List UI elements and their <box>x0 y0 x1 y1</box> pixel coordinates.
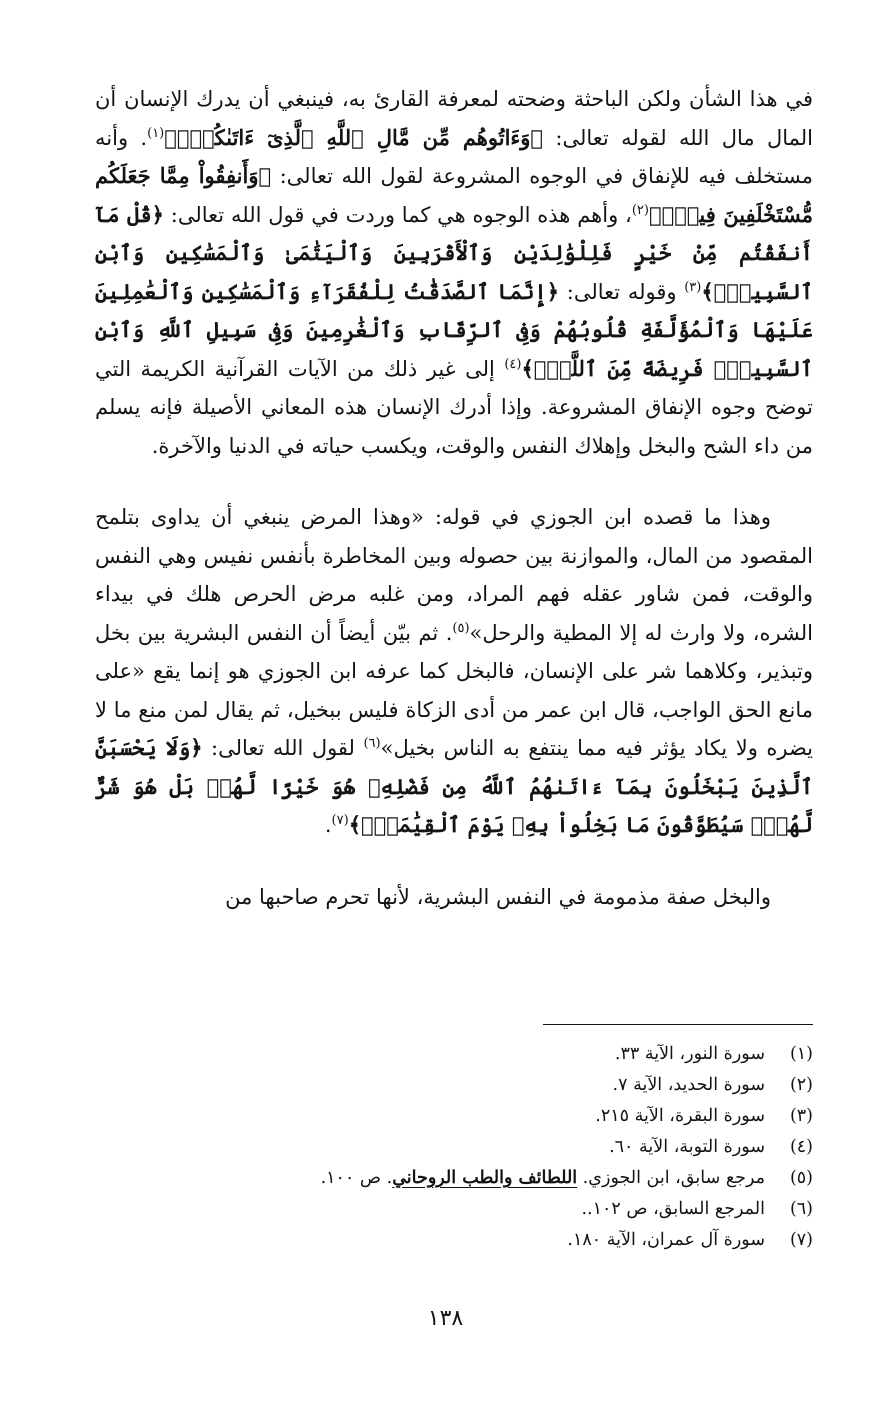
footnote-number: (٤) <box>789 1137 813 1157</box>
paragraph-text: وقوله تعالى: <box>559 279 685 304</box>
footnote-ref[interactable]: (١) <box>147 125 165 141</box>
footnote-text-pre: مرجع سابق، ابن الجوزي. <box>577 1168 765 1188</box>
footnote-text: سورة آل عمران، الآية ١٨٠. <box>567 1230 765 1250</box>
paragraph-1 <box>95 80 813 465</box>
footnote-number: (٦) <box>789 1199 813 1219</box>
paragraph-text: وهذا ما قصده ابن الجوزي في قوله: «وهذا المرض ينبغي أن يداوى بتلمح المقصود من المال، والموازنة بين حصوله وبين المخاطرة بأنفس نفيس وهي النفس والوقت، فمن شاور عقله فهم المراد، ومن غلبه مرض الحرص هلك في بيداء الشره، ولا وارث له إلا المطية والرحل» <box>95 505 814 645</box>
footnote-text <box>321 1163 765 1194</box>
paragraph-text: ، وأهم هذه الوجوه هي كما وردت في قول الله تعالى: <box>163 202 632 227</box>
footnote-text: سورة التوبة، الآية ٦٠. <box>609 1137 765 1157</box>
paragraph-3 <box>95 878 813 917</box>
quran-verse: ﴿وَأَنفِقُواْ مِمَّا جَعَلَكُم مُّسْتَخْلَفِينَ فِيهِۖ﴾ <box>95 163 813 227</box>
footnote-ref[interactable]: (٧) <box>331 813 349 828</box>
paragraph-2 <box>95 498 813 845</box>
page-number: ١٣٨ <box>427 1306 464 1331</box>
footnote-number: (٢) <box>789 1075 813 1095</box>
quran-verse: ﴿وَءَاتُوهُم مِّن مَّالِ ٱللَّهِ ٱلَّذِىٓ ءَاتَىٰكُمْۚ﴾ <box>164 124 544 150</box>
footnote-ref[interactable]: (٥) <box>452 620 470 636</box>
footnote-item <box>95 1194 813 1225</box>
footnote-text: المرجع السابق، ص ١٠٢.. <box>581 1199 765 1219</box>
footnote-ref[interactable]: (٦) <box>363 736 381 751</box>
footnote-ref[interactable]: (٣) <box>684 279 702 295</box>
footnote-ref[interactable]: (٢) <box>631 202 649 218</box>
paragraph-text: . وأنه مستخلف فيه للإنفاق في الوجوه المشروعة لقول الله تعالى: <box>95 125 813 188</box>
footnote-text: سورة الحديد، الآية ٧. <box>612 1075 765 1095</box>
footnote-item <box>95 1132 813 1163</box>
quran-verse: ﴿إِنَّمَا ٱلصَّدَقَٰتُ لِلْفُقَرَآءِ وَٱلْمَسَٰكِينِ وَٱلْعَٰمِلِينَ عَلَيْهَا وَٱلْمُؤَلَّفَةِ قُلُوبُهُمْ وَفِى ٱلرِّقَابِ وَٱلْغَٰرِمِينَ وَفِى سَبِيلِ ٱللَّهِ وَٱبْنِ ٱلسَّبِيلِۖ فَرِيضَةً مِّنَ ٱللَّهِۗ﴾ <box>95 278 813 381</box>
paragraph-gap <box>95 465 813 498</box>
footnote-item <box>95 1163 813 1194</box>
footnote-item <box>95 1101 813 1132</box>
footnote-number: (٥) <box>789 1168 813 1188</box>
footnote-text-post: . ص ١٠٠. <box>320 1168 393 1188</box>
footnote-text: سورة النور، الآية ٣٣. <box>614 1044 765 1064</box>
page-body <box>95 80 813 916</box>
footnote-item <box>95 1070 813 1101</box>
footnote-separator <box>543 1024 813 1025</box>
footnote-number: (٣) <box>789 1106 813 1126</box>
book-title: اللطائف والطب الروحاني <box>392 1168 578 1188</box>
quran-verse: ﴿وَلَا يَحْسَبَنَّ ٱلَّذِينَ يَبْخَلُونَ بِمَآ ءَاتَىٰهُمُ ٱللَّهُ مِن فَضْلِهِۦ هُوَ خَيْرًا لَّهُمۖ بَلْ هُوَ شَرٌّ لَّهُمْۖ سَيُطَوَّقُونَ مَا بَخِلُواْ بِهِۦ يَوْمَ ٱلْقِيَٰمَةِۗ﴾ <box>95 735 813 837</box>
paragraph-gap <box>95 845 813 878</box>
footnote-list <box>95 1039 813 1256</box>
paragraph-text: إلى غير ذلك من الآيات القرآنية الكريمة التي توضح وجوه الإنفاق المشروعة. وإذا أدرك الإنسان هذه المعاني الأصيلة فإنه يسلم من داء الشح والبخل وإهلاك النفس والوقت، ويكسب حياته في الدنيا والآخرة. <box>95 356 813 458</box>
footnote-item <box>95 1039 813 1070</box>
quran-verse: ﴿قُلْ مَآ أَنفَقْتُم مِّنْ خَيْرٍ فَلِلْوَٰلِدَيْنِ وَٱلْأَقْرَبِينَ وَٱلْيَتَٰمَىٰ وَٱلْمَسَٰكِينِ وَٱبْنِ ٱلسَّبِيلِۗ﴾ <box>95 201 813 304</box>
paragraph-text: . ثم بيّن أيضاً أن النفس البشرية بين بخل وتبذير، وكلاهما شر على الإنسان، فالبخل كما عرفه ابن الجوزي هو إنما يقع «على مانع الحق الواجب، قال ابن عمر من أدى الزكاة فليس ببخيل، ثم يقال لمن منع ما لا يضره ولا يكاد يؤثر فيه مما ينتفع به الناس بخيل» <box>95 620 814 760</box>
footnote-number: (٧) <box>789 1230 813 1250</box>
paragraph-text: . <box>324 813 332 837</box>
footnote-number: (١) <box>789 1044 813 1064</box>
paragraph-text: والبخل صفة مذمومة في النفس البشرية، لأنها تحرم صاحبها من <box>225 884 771 909</box>
paragraph-text: لقول الله تعالى: <box>202 736 364 760</box>
paragraph-text: في هذا الشأن ولكن الباحثة وضحته لمعرفة القارئ به، فينبغي أن يدرك الإنسان أن المال مال الله لقوله تعالى: <box>95 87 814 150</box>
footnote-ref[interactable]: (٤) <box>504 356 522 372</box>
footnotes-section <box>95 1024 813 1256</box>
footnote-text: سورة البقرة، الآية ٢١٥. <box>595 1106 765 1126</box>
footnote-item <box>95 1225 813 1256</box>
